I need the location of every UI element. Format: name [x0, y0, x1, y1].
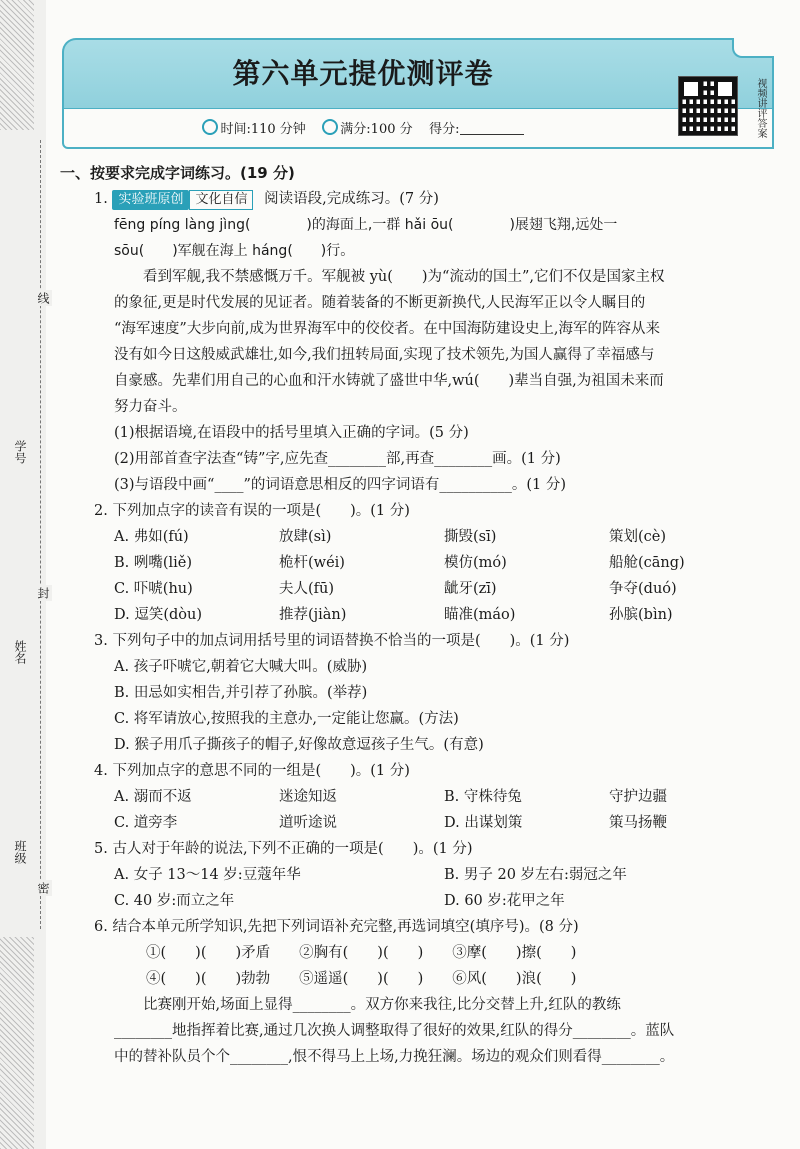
- score-blank[interactable]: [460, 122, 524, 135]
- section-title: 一、按要求完成字词练习。(19 分): [60, 164, 295, 182]
- q3-option: D. 猴子用爪子撕孩子的帽子,好像故意逗孩子生气。(有意): [114, 737, 484, 753]
- clock-icon: [202, 119, 218, 135]
- option-item: 争夺(duó): [609, 581, 677, 597]
- question-5-stem: 5. 古人对于年龄的说法,下列不正确的一项是( )。(1 分): [94, 841, 473, 857]
- q4-option-row: [62, 810, 782, 836]
- option-item: A. 溺而不返: [114, 789, 192, 805]
- option-item: 策马扬鞭: [609, 815, 667, 831]
- option-item: D. 出谋划策: [444, 815, 523, 831]
- option-item: C. 吓唬(hu): [114, 581, 193, 597]
- xuehao-label: 学号: [13, 440, 27, 464]
- passage-line: “海军速度”大步向前,成为世界海军中的佼佼者。在中国海防建设史上,海军的阵容从来: [114, 321, 661, 337]
- binding-margin: [0, 0, 50, 1149]
- got-label: 得分:: [429, 122, 460, 137]
- option-item: 瞄准(máo): [444, 607, 516, 623]
- page-title: 第六单元提优测评卷: [232, 57, 494, 90]
- option-item: A. 弗如(fú): [114, 529, 189, 545]
- sub-question: (1)根据语境,在语段中的括号里填入正确的字词。(5 分): [114, 425, 469, 441]
- passage-line: 的象征,更是时代发展的见证者。随着装备的不断更新换代,人民海军正以令人瞩目的: [114, 295, 646, 311]
- sub-question: (2)用部首查字法查“铸”字,应先查________部,再查________画。(1 分): [114, 451, 561, 467]
- option-item: 放肆(sì): [279, 529, 332, 545]
- q6-passage-line: 中的替补队员个个________,恨不得马上上场,力挽狂澜。场边的观众们则看得________。: [114, 1049, 675, 1065]
- passage-line: 看到军舰,我不禁感慨万千。军舰被 yù( )为“流动的国土”,它们不仅是国家主权: [114, 269, 665, 285]
- option-item: 推荐(jiàn): [279, 607, 347, 623]
- xingming-label: 姓名: [13, 640, 27, 664]
- score-text: 满分:100 分: [340, 122, 413, 137]
- q6-passage-line: 比赛刚开始,场面上显得________。双方你来我往,比分交替上升,红队的教练: [114, 997, 621, 1013]
- q2-option-row: [62, 576, 782, 602]
- tag-culture: 文化自信: [189, 190, 253, 210]
- option-item: 守护边疆: [609, 789, 667, 805]
- option-item: 策划(cè): [609, 529, 667, 545]
- passage-line: fēng píng làng jìng( )的海面上,一群 hǎi ōu( )展翅飞翔,远处一: [114, 217, 618, 233]
- info-bar: [62, 108, 774, 149]
- qr-code-icon[interactable]: [678, 76, 738, 136]
- question-6-stem: 6. 结合本单元所学知识,先把下列词语补充完整,再选词填空(填序号)。(8 分): [94, 919, 579, 935]
- info-row: [64, 118, 662, 137]
- hatch-top: [0, 0, 34, 130]
- q3-option: A. 孩子吓唬它,朝着它大喊大叫。(威胁): [114, 659, 368, 675]
- option-item: 孙膑(bìn): [609, 607, 673, 623]
- tag-original: 实验班原创: [112, 190, 189, 210]
- passage-line: 努力奋斗。: [114, 399, 187, 415]
- q3-option: C. 将军请放心,按照我的主意办,一定能让您赢。(方法): [114, 711, 459, 727]
- question-3-stem: 3. 下列句子中的加点词用括号里的词语替换不恰当的一项是( )。(1 分): [94, 633, 570, 649]
- q3-option: B. 田忌如实相告,并引荐了孙膑。(举荐): [114, 685, 368, 701]
- qr-label: 视频讲评答案: [755, 78, 766, 138]
- option-item: 龇牙(zī): [444, 581, 497, 597]
- exam-header: [62, 38, 774, 146]
- time-text: 时间:110 分钟: [220, 122, 306, 137]
- option-item: D. 逗笑(dòu): [114, 607, 202, 623]
- passage-line: 没有如今日这般威武雄壮,如今,我们扭转局面,实现了技术领先,为国人赢得了幸福感与: [114, 347, 655, 363]
- option-item: 撕毁(sī): [444, 529, 497, 545]
- passage-line: sōu( )军舰在海上 háng( )行。: [114, 243, 355, 259]
- q2-option-row: [62, 602, 782, 628]
- sub-question: (3)与语段中画“____”的词语意思相反的四字词语有__________。(1 分): [114, 477, 567, 493]
- question-1-stem: [62, 186, 782, 212]
- option-item: 道听途说: [279, 815, 337, 831]
- question-4-stem: 4. 下列加点字的意思不同的一组是( )。(1 分): [94, 763, 410, 779]
- q6-word-row: ④( )( )勃勃 ⑤遥遥( )( ) ⑥风( )浪( ): [146, 971, 577, 987]
- option-item: C. 40 岁:而立之年: [114, 893, 235, 909]
- option-item: A. 女子 13～14 岁:豆蔻年华: [114, 867, 301, 883]
- hatch-bottom: [0, 937, 34, 1149]
- q6-passage-line: ________地指挥着比赛,通过几次换人调整取得了很好的效果,红队的得分________。蓝队: [114, 1023, 675, 1039]
- q2-option-row: [62, 524, 782, 550]
- q1-number: 1.: [94, 191, 108, 207]
- option-item: 船舱(cāng): [609, 555, 685, 571]
- cut-word-feng: 封: [36, 587, 50, 599]
- option-item: C. 道旁李: [114, 815, 178, 831]
- option-item: B. 守株待兔: [444, 789, 522, 805]
- option-item: 迷途知返: [279, 789, 337, 805]
- q2-option-row: [62, 550, 782, 576]
- exam-content: [62, 160, 782, 1070]
- cut-word-xian: 线: [36, 292, 50, 304]
- q6-word-row: ①( )( )矛盾 ②胸有( )( ) ③摩( )擦( ): [146, 945, 577, 961]
- question-2-stem: 2. 下列加点字的读音有误的一项是( )。(1 分): [94, 503, 410, 519]
- q5-option-row: [62, 862, 782, 888]
- q4-option-row: [62, 784, 782, 810]
- header-notch: [732, 38, 774, 58]
- option-item: D. 60 岁:花甲之年: [444, 893, 565, 909]
- q5-option-row: [62, 888, 782, 914]
- option-item: 模仿(mó): [444, 555, 507, 571]
- passage-line: 自豪感。先辈们用自己的心血和汗水铸就了盛世中华,wú( )辈当自强,为祖国未来而: [114, 373, 664, 389]
- cut-word-mi: 密: [36, 882, 50, 894]
- cut-line: [40, 140, 41, 929]
- option-item: B. 咧嘴(liě): [114, 555, 193, 571]
- q1-text: 阅读语段,完成练习。(7 分): [264, 191, 439, 207]
- option-item: B. 男子 20 岁左右:弱冠之年: [444, 867, 627, 883]
- option-item: 桅杆(wéi): [279, 555, 345, 571]
- banji-label: 班级: [13, 840, 27, 864]
- check-icon: [322, 119, 338, 135]
- option-item: 夫人(fū): [279, 581, 335, 597]
